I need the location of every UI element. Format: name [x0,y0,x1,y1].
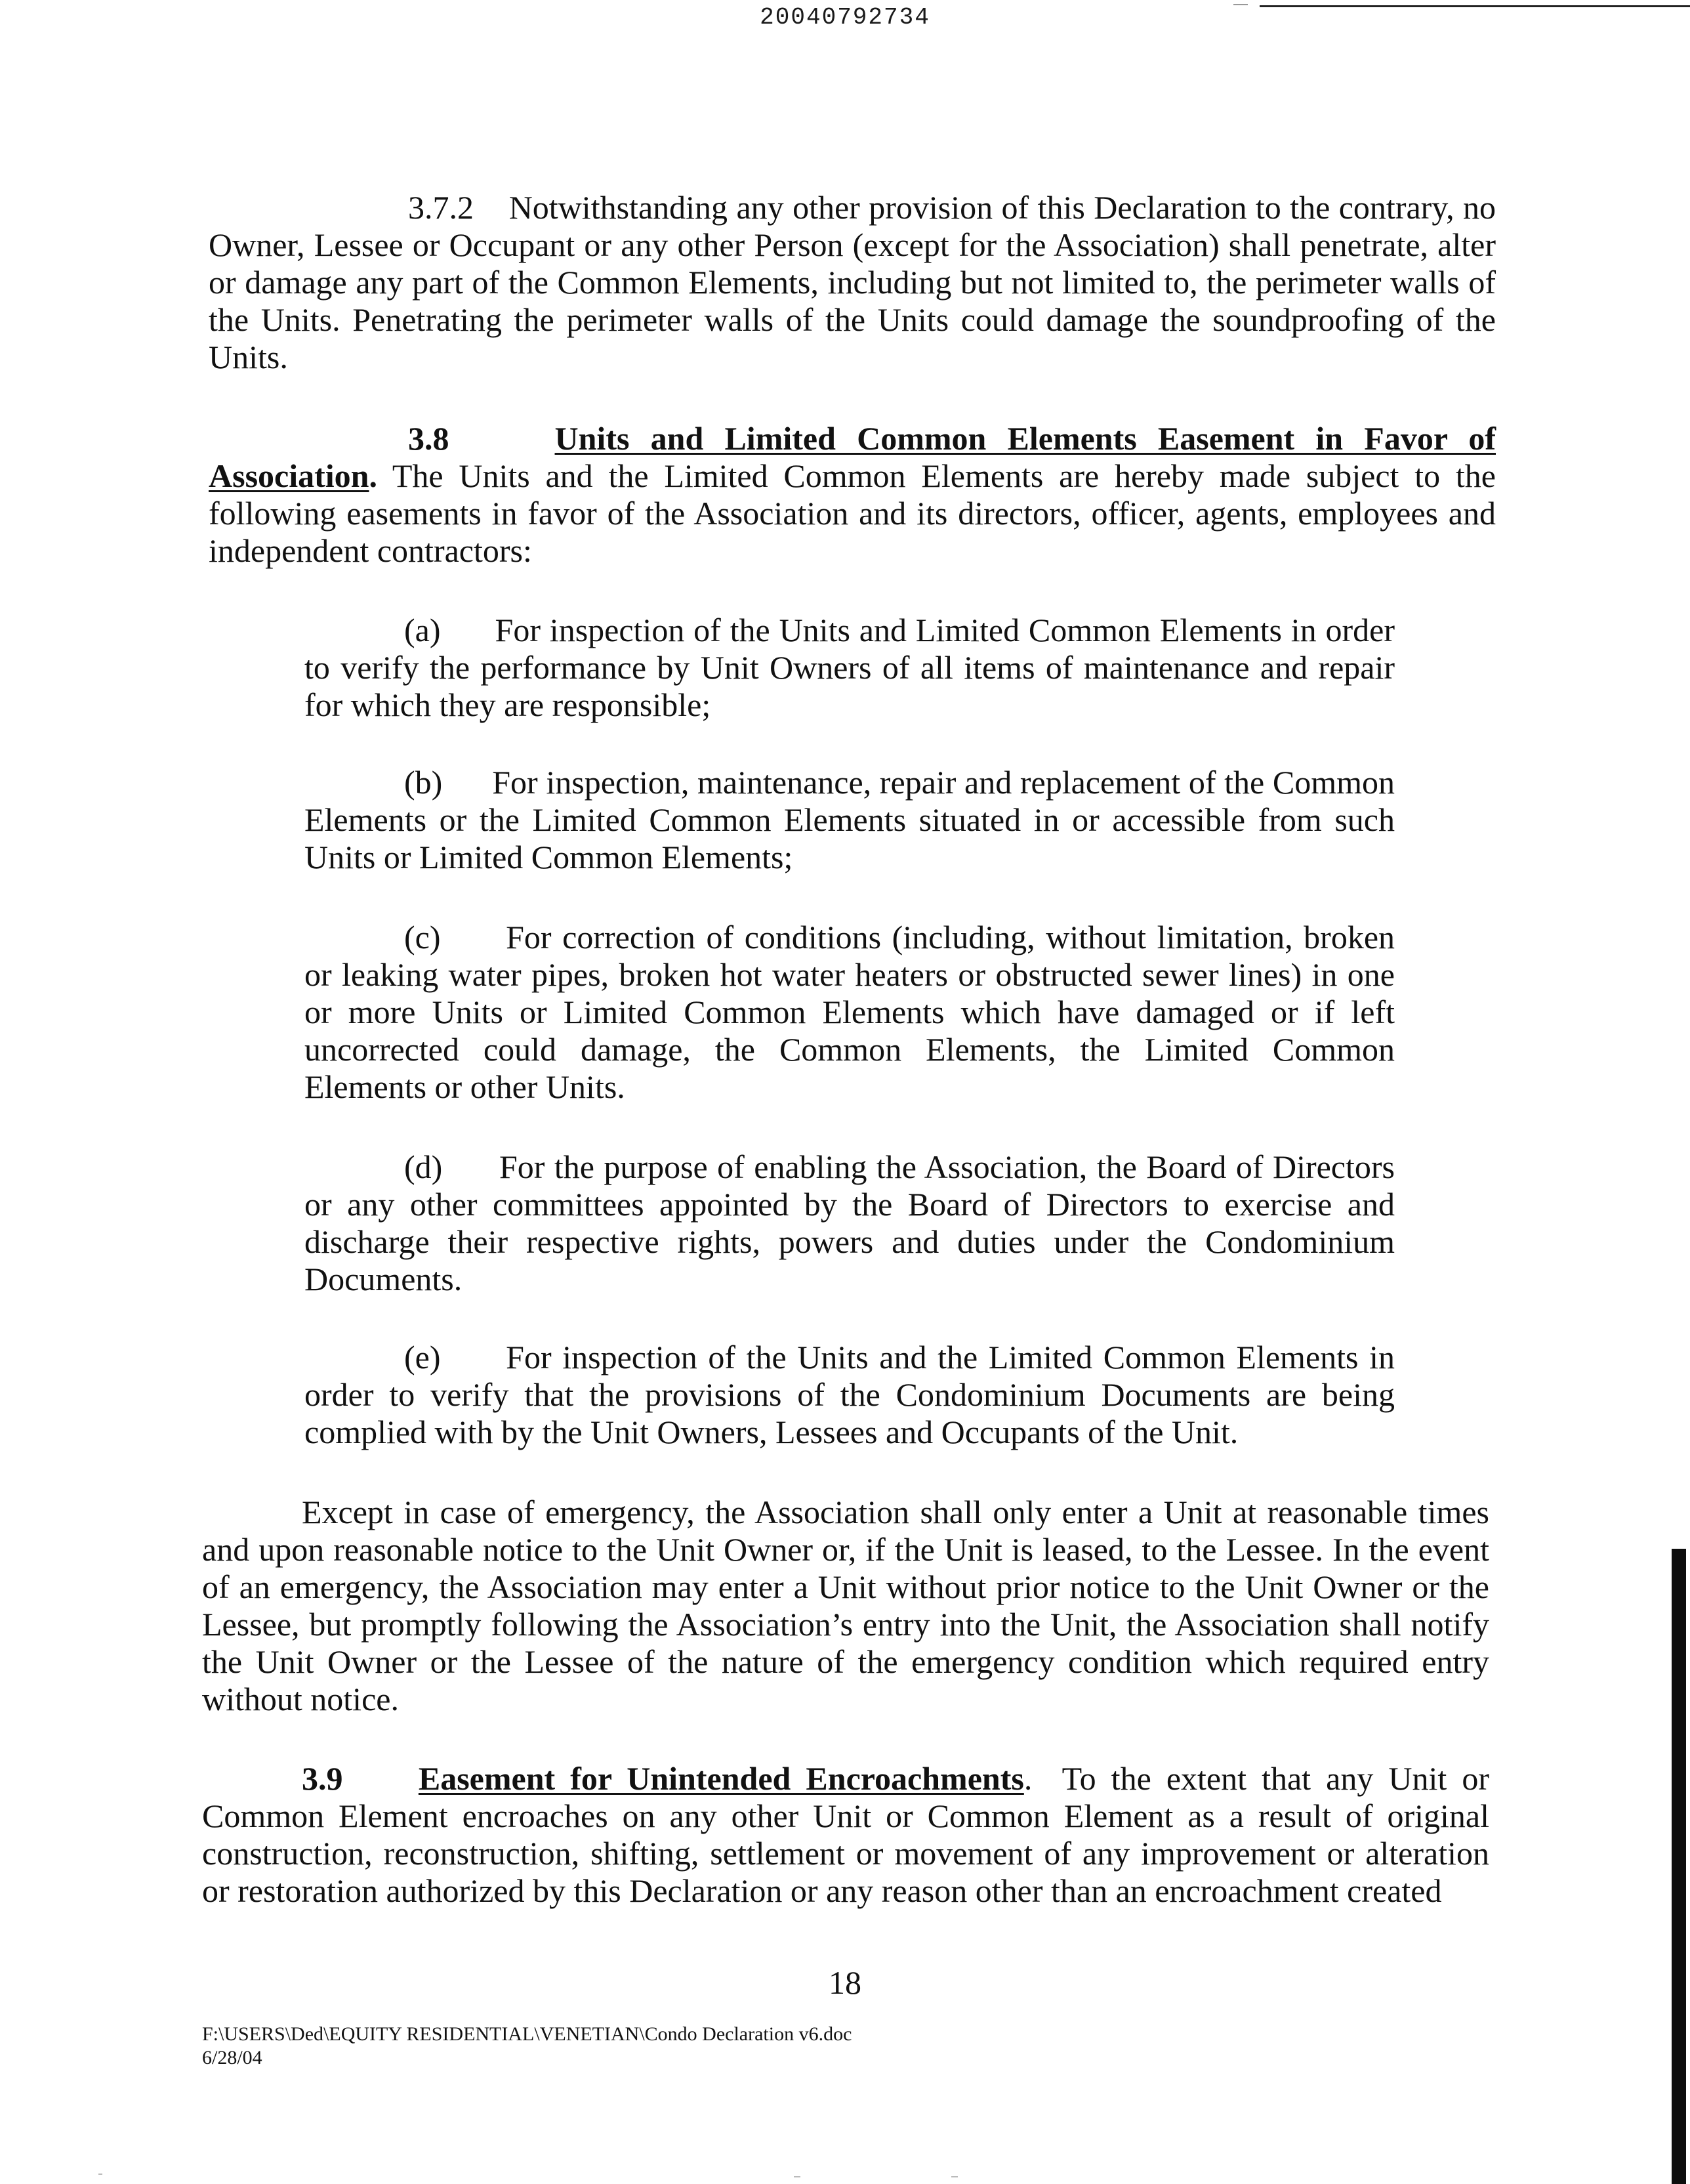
footer [202,2023,852,2070]
file-path: F:\USERS\Ded\EQUITY RESIDENTIAL\VENETIAN\Condo Declaration v6.doc [202,2023,852,2045]
easement-item-e [304,1339,1395,1451]
section-number: 3.8 [408,420,449,457]
item-text: For inspection, maintenance, repair and replacement of the Common Elements or the Limited Common Elements situated in or accessible from such Units or Limited Common Elements; [304,764,1395,875]
emergency-entry-paragraph: Except in case of emergency, the Association shall only enter a Unit at reasonable times and upon reasonable notice to the Unit Owner or, if the Unit is leased, to the Lessee. In the event of an emergency, the Association may enter a Unit without prior notice to the Unit Owner or the Lessee, but promptly following the Association’s entry into the Unit, the Association shall notify the Unit Owner or the Lessee of the nature of the emergency condition which required entry without notice. [202,1494,1489,1717]
item-text: For inspection of the Units and Limited Common Elements in order to verify the performance by Unit Owners of all items of maintenance and repair for which they are responsible; [304,612,1395,723]
item-text: For correction of conditions (including, without limitation, broken or leaking water pipes, broken hot water heaters or obstructed sewer lines) in one or more Units or Limited Common Elements which have damaged or if left uncorrected could damage, the Common Elements, the Limited Common Elements or other Units. [304,919,1395,1105]
document-number: 20040792734 [760,4,930,31]
easement-item-a [304,612,1395,724]
scan-speck [98,2174,102,2175]
item-label: (d) [404,1148,443,1185]
easement-item-c [304,919,1395,1106]
section-text: To the extent that any Unit or Common Element encroaches on any other Unit or Common Element as a result of original construction, reconstruction, shifting, settlement or movement of any improvement or alteration or restoration authorized by this Declaration or any reason other than an encroachment created [202,1760,1490,1909]
section-3-9: 3.9 Easement for Unintended Encroachments. To the extent that any Unit or Common Element encroaches on any other Unit or Common Element as a result of original construction, reconstruction, shifting, settlement or movement of any improvement or alteration or restoration authorized by this Declaration or any reason other than an encroachment created [202,1760,1490,1909]
section-3-8: 3.8 Units and Limited Common Elements Easement in Favor of Association. The Units and the Limited Common Elements are hereby made subject to the following easements in favor of the Association and its directors, officer, agents, employees and independent contractors: [209,420,1496,569]
item-label: (e) [404,1339,441,1376]
section-text: The Units and the Limited Common Elements are hereby made subject to the following easements in favor of the Association and its directors, officer, agents, employees and independent contractors: [209,457,1496,569]
scan-speck [794,2176,800,2177]
page-number: 18 [829,1964,861,2001]
section-heading: Easement for Unintended Encroachments [418,1760,1024,1797]
footer-date: 6/28/04 [202,2047,262,2068]
section-heading: Units and Limited Common Elements Easement in Favor of Association [209,420,1496,494]
item-text: For the purpose of enabling the Association, the Board of Directors or any other committees appointed by the Board of Directors to exercise and discharge their respective rights, powers and duties under the Condominium Documents. [304,1148,1395,1297]
item-label: (c) [404,919,441,956]
item-label: (a) [404,612,441,648]
scan-edge-bar [1672,1549,1686,2184]
scan-speck [951,2176,958,2177]
easement-item-b [304,764,1395,876]
easement-item-d [304,1148,1395,1298]
section-3-7-2 [209,189,1496,376]
item-text: For inspection of the Units and the Limited Common Elements in order to verify that the provisions of the Condominium Documents are being complied with by the Unit Owners, Lessees and Occupants of the Unit. [304,1339,1395,1450]
section-text: Notwithstanding any other provision of this Declaration to the contrary, no Owner, Lessee or Occupant or any other Person (except for the Association) shall penetrate, alter or damage any part of the Common Elements, including but not limited to, the perimeter walls of the Units. Penetrating the perimeter walls of the Units could damage the soundproofing of the Units. [209,189,1496,375]
section-number: 3.7.2 [408,189,474,226]
section-number: 3.9 [302,1760,343,1797]
item-label: (b) [404,764,443,801]
